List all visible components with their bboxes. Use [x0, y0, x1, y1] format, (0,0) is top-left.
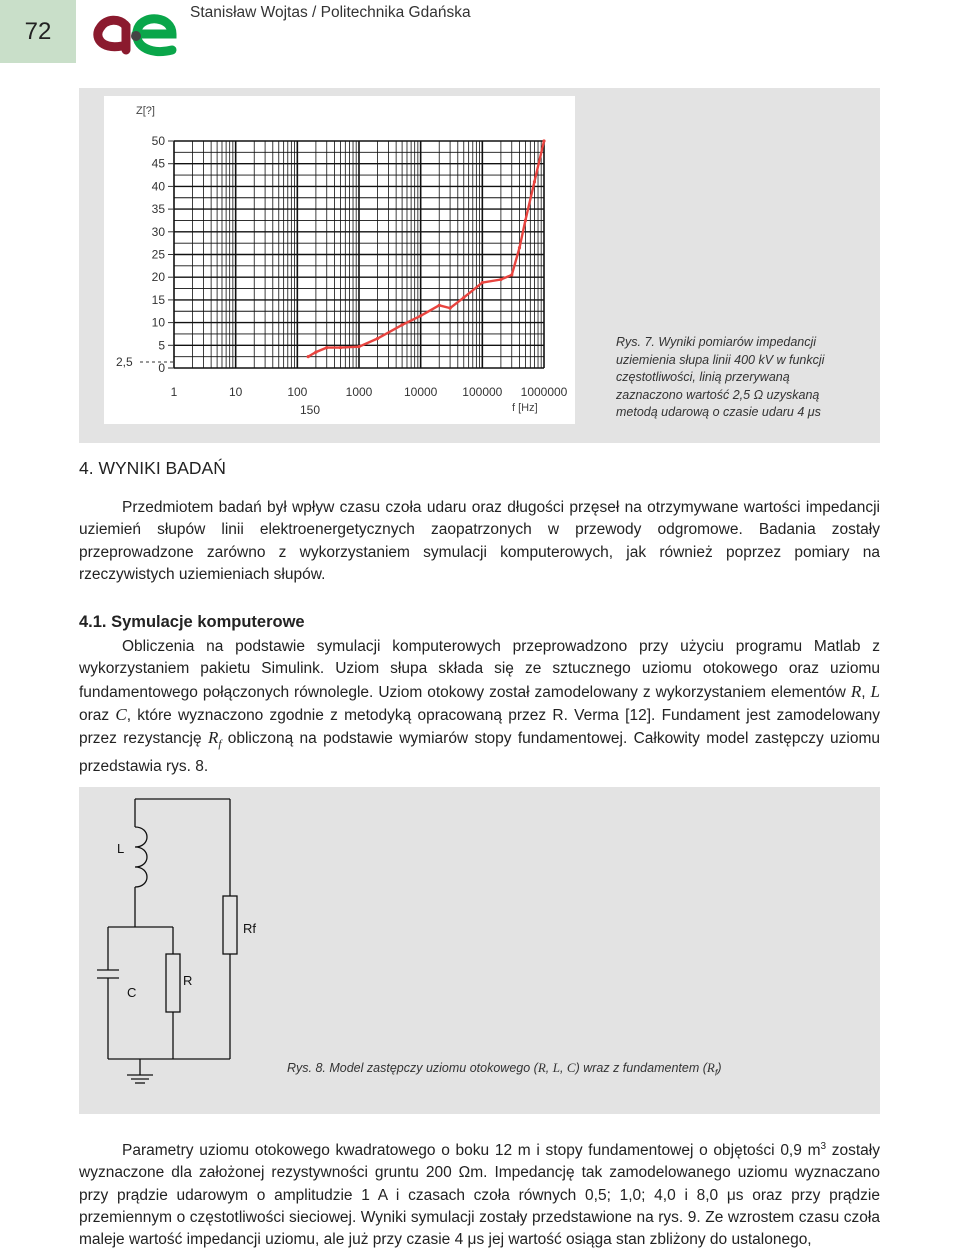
data-point: [376, 337, 379, 340]
s41-text-b: oraz: [79, 706, 116, 724]
symbol-R: R: [850, 681, 862, 701]
y-tick-label: 25: [151, 247, 165, 262]
data-point: [307, 355, 310, 358]
data-point: [499, 278, 502, 281]
resistor-R: [166, 954, 180, 1012]
params-superscript: 3: [820, 1141, 827, 1152]
f8-cap-sep2: ,: [559, 1061, 567, 1075]
label-L: L: [117, 841, 125, 856]
f8-cap-sep1: ,: [545, 1061, 553, 1075]
symbol-C: C: [115, 704, 127, 724]
f8-cap-R: R: [537, 1060, 546, 1075]
f8-cap-f: f: [714, 1067, 718, 1078]
symbol-Rf: R: [207, 728, 219, 748]
symbol-Rf-subscript: f: [218, 738, 222, 751]
label-R: R: [183, 973, 193, 988]
data-point: [481, 281, 484, 284]
journal-logo: [92, 6, 178, 62]
x-axis-label: f [Hz]: [512, 402, 538, 414]
f8-cap-c: ): [717, 1061, 722, 1075]
f8-cap-Rf: R: [706, 1060, 715, 1075]
y-tick-label: 30: [151, 224, 165, 239]
section-4-1-heading: 4.1. Symulacje komputerowe: [79, 613, 305, 631]
params-text-b: zostały wyznaczone dla założonej rezystywności gruntu 200 Ωm. Impedancję tak zamodelowanego uziomu wyznaczano przy prądzie udarowym o amplitudzie 1 A i czasach czoła równych 0,5; 1,0; 4,0 i 8,0 μs oraz przy prądzie przemiennym o częstotliwości sieciowej. Wyniki symulacji zostały przedstawione na rys. 9. Ze wzrostem czasu czoła maleje wartość impedancji uziomu, ale już przy czasie 4 μs jej wartość osiąga stan zbliżony do ustalonego,: [79, 1142, 880, 1249]
data-point: [438, 304, 441, 307]
page-number-box: [0, 0, 76, 63]
section-4-heading: 4. WYNIKI BADAŃ: [79, 458, 226, 478]
resistor-Rf: [223, 896, 237, 954]
x-tick-label: 1: [170, 385, 178, 399]
data-point: [533, 180, 536, 183]
data-point: [462, 296, 465, 299]
section-4-1-paragraph: [79, 636, 880, 778]
impedance-series-line: [308, 141, 544, 357]
params-text-a: Parametry uziomu otokowego kwadratowego o boku 12 m i stopy fundamentowej o objętości 0,9 m: [122, 1142, 821, 1160]
y-tick-label: 5: [158, 338, 165, 353]
data-point: [339, 346, 342, 349]
s41-text-c: , które wyznaczono zgodnie z metodyką opracowaną przez R. Verma [12]. Fundament jest zamodelowany przez rezystancję: [79, 706, 880, 748]
data-point: [510, 273, 513, 276]
f8-cap-L: L: [552, 1060, 560, 1075]
data-point: [401, 323, 404, 326]
inductor-L: [135, 827, 147, 887]
y-tick-label: 35: [151, 202, 165, 217]
s41-text-d: obliczoną na podstawie wymiarów stopy fundamentowej. Całkowity model zastępczy uziomu przedstawia rys. 8.: [79, 730, 880, 775]
data-point: [325, 346, 328, 349]
x-tick-label: 1000000: [520, 385, 568, 399]
label-C: C: [127, 985, 137, 1000]
data-point: [542, 139, 545, 142]
reference-value-label: 2,5: [116, 355, 133, 369]
figure-8-caption: [287, 1060, 722, 1078]
s41-text-a: Obliczenia na podstawie symulacji komputerowych przeprowadzono przy użyciu programu Matlab z wykorzystaniem pakietu Simulink. Uziom słupa składa się ze sztucznego uziomu otokowego oraz uziomu fundamentowego połączonych równolegle. Uziom otokowy został zamodelowany z wykorzystaniem elementów: [79, 638, 880, 701]
x-tick-label: 100000: [462, 385, 503, 399]
f8-cap-b: ) wraz z fundamentem (: [575, 1061, 707, 1075]
y-tick-label: 40: [151, 179, 165, 194]
s41-sep: ,: [861, 683, 871, 701]
y-tick-label: 50: [151, 134, 165, 148]
label-Rf: Rf: [243, 921, 256, 936]
y-tick-label: 15: [151, 292, 165, 307]
x-tick-label: 1000: [345, 385, 373, 399]
data-point: [524, 219, 527, 222]
data-point: [518, 246, 521, 249]
parameters-paragraph: [79, 1136, 880, 1252]
symbol-L: L: [870, 681, 880, 701]
x-tick-label: 10: [228, 385, 243, 399]
data-point: [314, 351, 317, 354]
y-tick-label: 45: [151, 156, 165, 171]
data-point: [357, 345, 360, 348]
impedance-chart: [104, 96, 575, 424]
y-tick-label: 0: [158, 361, 165, 375]
y-tick-label: 20: [151, 270, 165, 285]
section-4-text: Przedmiotem badań był wpływ czasu czoła udaru oraz długości przęseł na otrzymywane wartości impedancji uziemień słupów linii elektroenergetycznych zaopatrzonych w przewody odgromowe. Badania zostały przeprowadzone zarówno z wykorzystaniem symulacji komputerowych, jak również poprzez pomiary na rzeczywistych uziemieniach słupów.: [79, 499, 880, 583]
data-point: [419, 314, 422, 317]
x-tick-label: 10000: [403, 385, 438, 399]
section-4-paragraph: [79, 497, 880, 586]
figure-7-caption: Rys. 7. Wyniki pomiarów impedancji uziemienia słupa linii 400 kV w funkcji częstotliwości, linią przerywaną zaznaczono wartość 2,5 Ω uzyskaną metodą udarową o czasie udaru 4 μs: [616, 335, 825, 419]
x-tick-label: 100: [287, 385, 308, 399]
header-author: Stanisław Wojtas / Politechnika Gdańska: [190, 4, 471, 21]
y-axis-label: Z[?]: [136, 105, 155, 117]
page-number: 72: [24, 17, 52, 45]
figure-7-chart-area: [104, 96, 575, 424]
extra-x-label: 150: [300, 403, 321, 417]
y-tick-label: 10: [151, 315, 165, 330]
data-point: [448, 306, 451, 309]
f8-cap-a: Rys. 8. Model zastępczy uziomu otokowego (: [287, 1061, 538, 1075]
f8-cap-C: C: [566, 1060, 576, 1075]
